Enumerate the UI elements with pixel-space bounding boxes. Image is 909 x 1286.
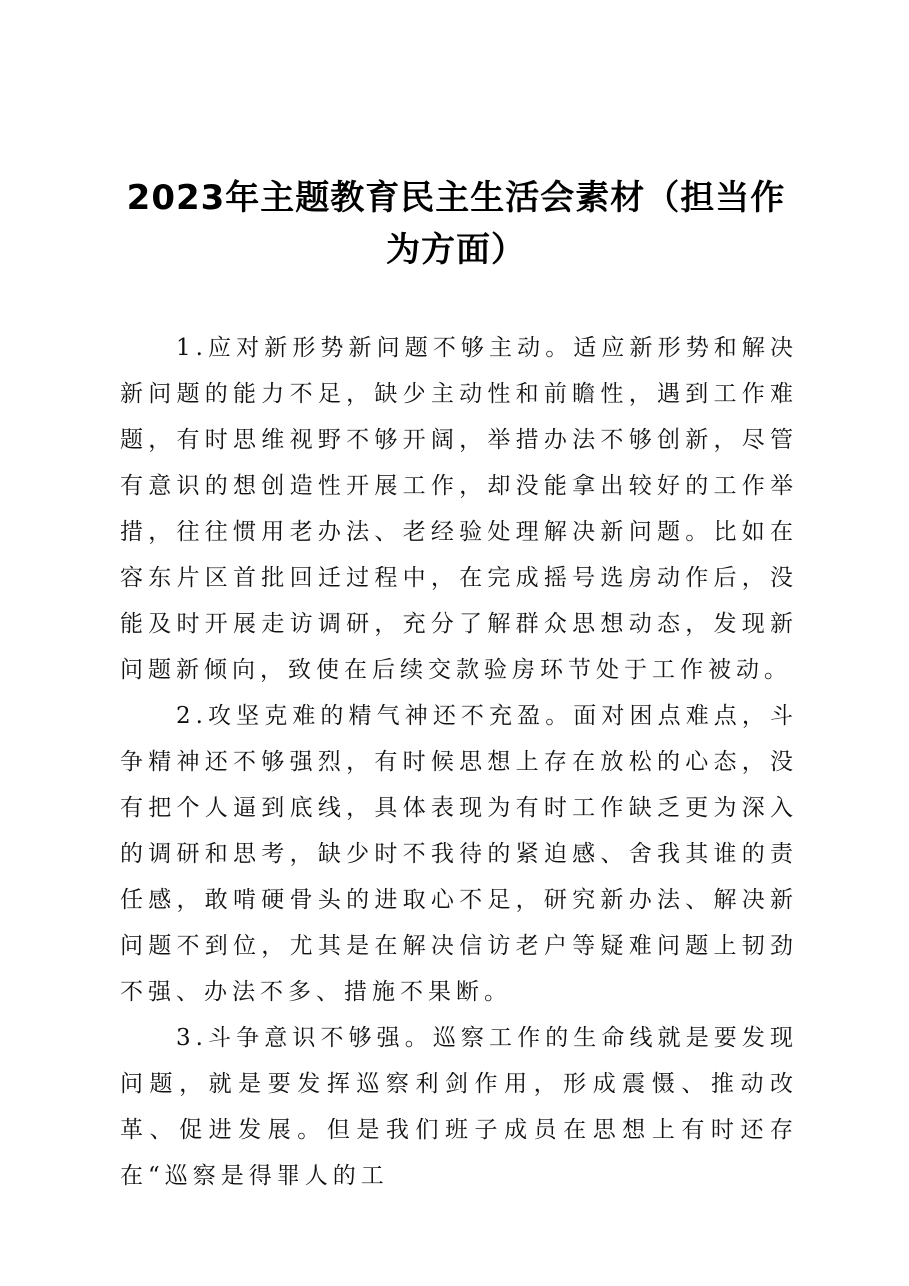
document-title: 2023年主题教育民主生活会素材（担当作为方面） [126, 178, 786, 270]
paragraph-2: 2.攻坚克难的精气神还不充盈。面对困点难点，斗争精神还不够强烈，有时候思想上存在放松的心态，没有把个人逼到底线，具体表现为有时工作缺乏更为深入的调研和思考，缺少时不我待的紧迫感、舍我其谁的责任感，敢啃硬骨头的进取心不足，研究新办法、解决新问题不到位，尤其是在解决信访老户等疑难问题上韧劲不强、办法不多、措施不果断。 [120, 703, 798, 1005]
paragraph-1: 1.应对新形势新问题不够主动。适应新形势和解决新问题的能力不足，缺少主动性和前瞻性，遇到工作难题，有时思维视野不够开阔，举措办法不够创新，尽管有意识的想创造性开展工作，却没能拿出较好的工作举措，往往惯用老办法、老经验处理解决新问题。比如在容东片区首批回迁过程中，在完成摇号选房动作后，没能及时开展走访调研，充分了解群众思想动态，发现新问题新倾向，致使在后续交款验房环节处于工作被动。 [120, 335, 798, 683]
document-body [120, 325, 798, 1199]
paragraph-3: 3.斗争意识不够强。巡察工作的生命线就是要发现问题，就是要发挥巡察利剑作用，形成震慑、推动改革、促进发展。但是我们班子成员在思想上有时还存在“巡察是得罪人的工 [120, 1025, 798, 1189]
